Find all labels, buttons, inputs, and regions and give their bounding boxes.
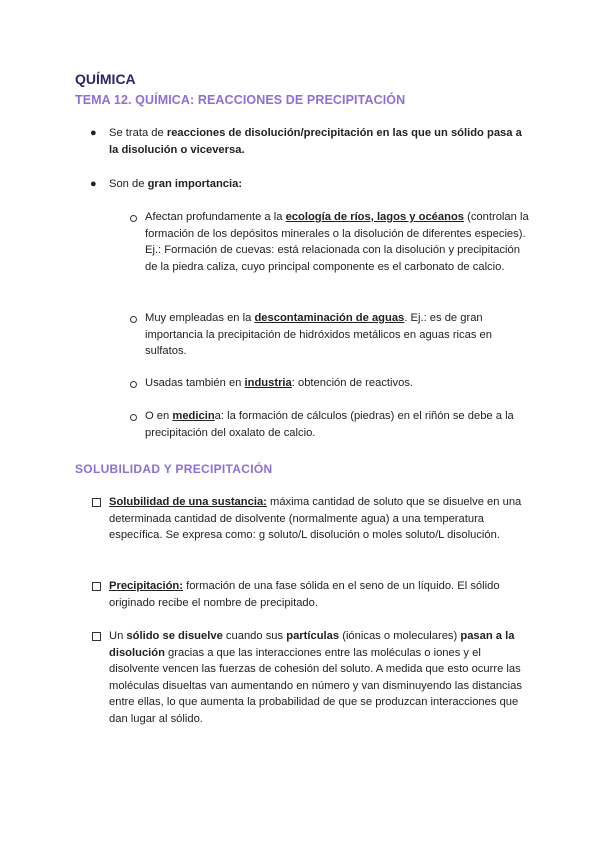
checklist-item-3 bbox=[109, 628, 529, 727]
bullet-text: Son de bbox=[109, 178, 148, 190]
circle-bullet-icon bbox=[130, 316, 137, 323]
subbullet-item-2 bbox=[145, 310, 530, 360]
subbullet-item-1 bbox=[145, 209, 530, 275]
subbullet-text: O en bbox=[145, 410, 173, 422]
checklist-bold-text: pasan a la disolución bbox=[109, 630, 515, 659]
page-title: QUÍMICA bbox=[75, 71, 136, 87]
bullet-dot-icon: ● bbox=[90, 178, 97, 190]
subbullet-text: Muy empleadas en la bbox=[145, 312, 255, 324]
checklist-text: (iónicas o moleculares) bbox=[339, 630, 461, 642]
bullet-text: Se trata de bbox=[109, 127, 167, 139]
checklist-bold-text: partículas bbox=[286, 630, 340, 642]
subbullet-text: . Ej.: es de gran importancia la precipitación de hidróxidos metálicos en aguas ricas en sulfatos. bbox=[145, 312, 492, 357]
checklist-term: Solubilidad de una sustancia: bbox=[109, 496, 267, 508]
section-heading: SOLUBILIDAD Y PRECIPITACIÓN bbox=[75, 462, 273, 476]
subbullet-text: Usadas también en bbox=[145, 377, 245, 389]
checklist-text: máxima cantidad de soluto que se disuelve en una determinada cantidad de disolvente (normalmente agua) a una temperatura específica. Se expresa como: g soluto/L disolución o moles soluto/L disolución. bbox=[109, 496, 522, 541]
bullet-dot-icon: ● bbox=[90, 127, 97, 139]
subbullet-text: : obtención de reactivos. bbox=[291, 377, 414, 389]
subbullet-underlined-term: medicin bbox=[172, 410, 215, 422]
checklist-item-1 bbox=[109, 494, 529, 544]
checklist-term: Precipitación: bbox=[109, 580, 183, 592]
checkbox-icon[interactable] bbox=[92, 582, 101, 591]
checklist-text: cuando sus bbox=[222, 630, 287, 642]
checklist-text: formación de una fase sólida en el seno de un líquido. El sólido originado recibe el nombre de precipitado. bbox=[109, 580, 500, 609]
bullet-item-2 bbox=[109, 176, 529, 193]
subbullet-text: (controlan la formación de los depósitos minerales o la disolución de diferentes especies). Ej.: Formación de cuevas: está relacionada con la disolución y precipitación de la piedra caliza, cuyo principal componente es el carbonato de calcio. bbox=[145, 211, 529, 273]
subbullet-underlined-term: ecología de ríos, lagos y océanos bbox=[285, 211, 464, 223]
subbullet-item-3 bbox=[145, 375, 530, 392]
checkbox-icon[interactable] bbox=[92, 498, 101, 507]
subbullet-text: a: la formación de cálculos (piedras) en el riñón se debe a la precipitación del oxalato de calcio. bbox=[145, 410, 514, 439]
checklist-text: gracias a que las interacciones entre las moléculas o iones y el disolvente vencen las fuerzas de cohesión del soluto. A medida que esto ocurre las moléculas disueltas van aumentando en número y van disminuyendo las distancias entre ellas, lo que aumenta la probabilidad de que se produzcan interacciones que dan lugar al sólido. bbox=[109, 646, 522, 725]
circle-bullet-icon bbox=[130, 414, 137, 421]
checkbox-icon[interactable] bbox=[92, 632, 101, 641]
subbullet-item-4 bbox=[145, 408, 530, 441]
subbullet-underlined-term: industria bbox=[244, 377, 292, 389]
checklist-bold-text: sólido se disuelve bbox=[126, 630, 223, 642]
circle-bullet-icon bbox=[130, 381, 137, 388]
bullet-bold-text: gran importancia: bbox=[147, 178, 243, 190]
bullet-bold-text: reacciones de disolución/precipitación en las que un sólido pasa a la disolución o viceversa. bbox=[109, 127, 522, 156]
topic-heading: TEMA 12. QUÍMICA: REACCIONES DE PRECIPITACIÓN bbox=[75, 93, 406, 107]
subbullet-text: Afectan profundamente a la bbox=[145, 211, 286, 223]
checklist-text: Un bbox=[109, 630, 127, 642]
checklist-item-2 bbox=[109, 578, 529, 611]
subbullet-underlined-term: descontaminación de aguas bbox=[254, 312, 405, 324]
circle-bullet-icon bbox=[130, 215, 137, 222]
bullet-item-1 bbox=[109, 125, 529, 158]
